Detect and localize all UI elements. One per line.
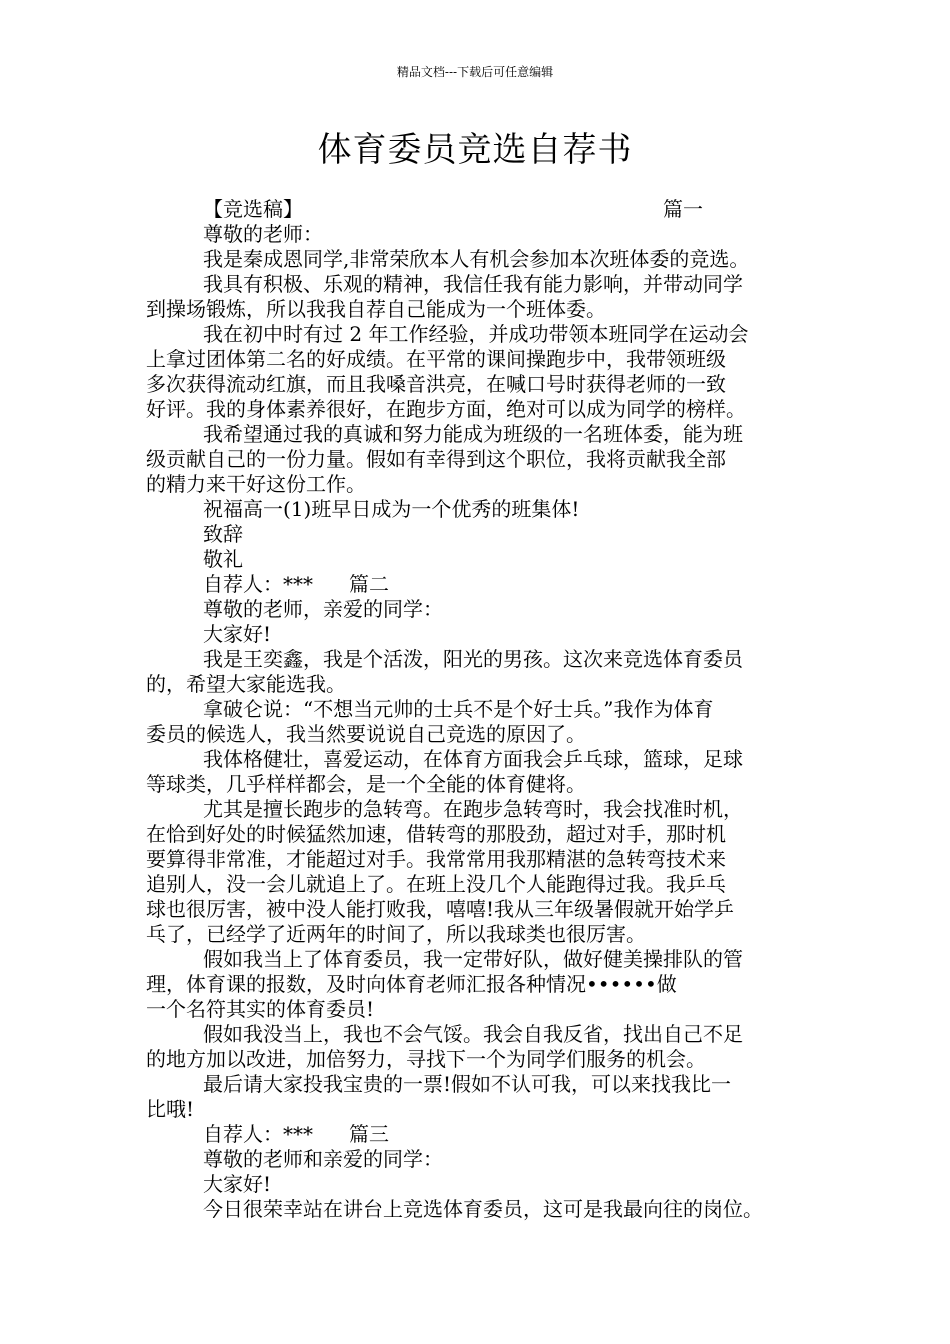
text-line: 要算得非常准，才能超过对手。我常常用我那精湛的急转弯技术来 [146, 847, 726, 871]
text-line: 到操场锻炼，所以我我自荐自己能成为一个班体委。 [146, 297, 606, 321]
section-label-1: 篇一 [663, 197, 703, 221]
text-line: 多次获得流动红旗，而且我嗓音洪亮，在喊口号时获得老师的一致 [146, 372, 726, 396]
text-line: 敬礼 [203, 547, 243, 571]
text-line: 我在初中时有过 2 年工作经验，并成功带领本班同学在运动会 [203, 322, 749, 346]
signature-line-1 [146, 572, 826, 597]
text-line: 尊敬的老师： [203, 222, 323, 246]
document-body [146, 197, 826, 1222]
text-line: 球也很厉害，被中没人能打败我，嘻嘻!我从三年级暑假就开始学乒 [146, 897, 735, 921]
text-line: 乓了，已经学了近两年的时间了，所以我球类也很厉害。 [146, 922, 646, 946]
text-line: 好评。我的身体素养很好，在跑步方面，绝对可以成为同学的榜样。 [146, 397, 746, 421]
text-line: 假如我当上了体育委员，我一定带好队，做好健美操排队的管 [203, 947, 743, 971]
text-line: 我是秦成恩同学,非常荣欣本人有机会参加本次班体委的竞选。 [203, 247, 750, 271]
text-line: 的地方加以改进，加倍努力，寻找下一个为同学们服务的机会。 [146, 1047, 706, 1071]
text-line: 一个名符其实的体育委员! [146, 997, 375, 1021]
text-line: 我希望通过我的真诚和努力能成为班级的一名班体委，能为班 [203, 422, 743, 446]
header-note: 精品文档---下载后可任意编辑 [396, 65, 554, 79]
text-line: 我体格健壮，喜爱运动，在体育方面我会乒乓球，篮球，足球 [203, 747, 743, 771]
section-label-2: 篇二 [349, 572, 389, 596]
text-line: 比哦! [146, 1097, 195, 1121]
text-line: 我是王奕鑫，我是个活泼，阳光的男孩。这次来竞选体育委员 [203, 647, 743, 671]
text-line: 上拿过团体第二名的好成绩。在平常的课间操跑步中，我带领班级 [146, 347, 726, 371]
text-line: 今日很荣幸站在讲台上竞选体育委员，这可是我最向往的岗位。 [203, 1197, 763, 1221]
section-label-3: 篇三 [349, 1122, 389, 1146]
text-line: 追别人，没一会儿就追上了。在班上没几个人能跑得过我。我乒乓 [146, 872, 726, 896]
text-line: 在恰到好处的时候猛然加速，借转弯的那股劲，超过对手，那时机 [146, 822, 726, 846]
contest-label: 【竞选稿】 [203, 197, 303, 221]
text-line: 委员的候选人，我当然要说说自己竞选的原因了。 [146, 722, 586, 746]
text-line: 尊敬的老师，亲爱的同学： [203, 597, 443, 621]
text-line: 致辞 [203, 522, 243, 546]
text-line: 祝福高一(1)班早日成为一个优秀的班集体! [203, 497, 580, 521]
text-line: 最后请大家投我宝贵的一票!假如不认可我，可以来找我比一 [203, 1072, 732, 1096]
text-line: 的精力来干好这份工作。 [146, 472, 366, 496]
text-line: 拿破仑说：“不想当元帅的士兵不是个好士兵。”我作为体育 [203, 697, 714, 721]
signer-label: 自荐人：*** [203, 572, 313, 596]
text-line: 尤其是擅长跑步的急转弯。在跑步急转弯时，我会找准时机， [203, 797, 743, 821]
section-header-1 [146, 197, 826, 222]
text-line: 级贡献自己的一份力量。假如有幸得到这个职位，我将贡献我全部 [146, 447, 726, 471]
text-line: 尊敬的老师和亲爱的同学： [203, 1147, 443, 1171]
text-line: 理，体育课的报数，及时向体育老师汇报各种情况••••••做 [146, 972, 677, 996]
text-line: 的，希望大家能选我。 [146, 672, 346, 696]
document-title: 体育委员竞选自荐书 [317, 130, 633, 170]
text-line: 大家好! [203, 1172, 272, 1196]
text-line: 大家好! [203, 622, 272, 646]
signer-label: 自荐人：*** [203, 1122, 313, 1146]
text-line: 我具有积极、乐观的精神，我信任我有能力影响，并带动同学 [203, 272, 743, 296]
text-line: 等球类，几乎样样都会，是一个全能的体育健将。 [146, 772, 586, 796]
text-line: 假如我没当上，我也不会气馁。我会自我反省，找出自己不足 [203, 1022, 743, 1046]
signature-line-2 [146, 1122, 826, 1147]
